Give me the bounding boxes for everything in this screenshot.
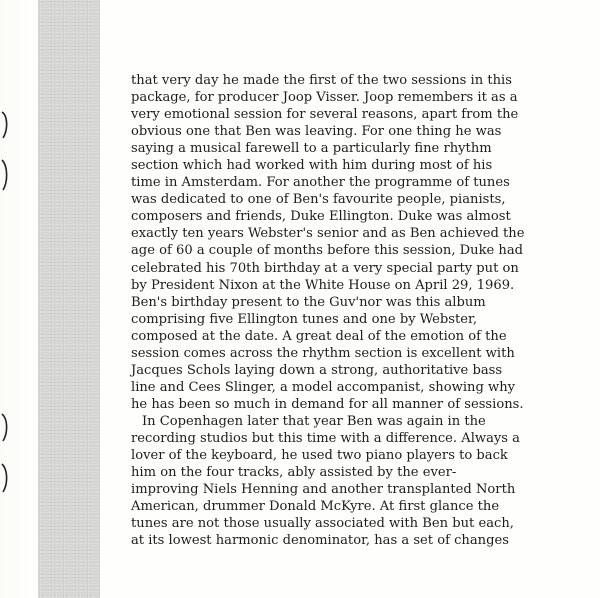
text-line: celebrated his 70th birthday at a very special party put on: [131, 260, 519, 276]
text-line: American, drummer Donald McKyre. At first glance the: [131, 499, 500, 515]
text-line: that very day he made the first of the two sessions in this: [131, 73, 512, 88]
text-line: exactly ten years Webster's senior and as Ben achieved the: [131, 226, 525, 242]
text-line: composed at the date. A great deal of the emotion of the: [131, 328, 507, 344]
text-line: very emotional session for several reasons, apart from the: [131, 107, 519, 123]
text-line: recording studios but this time with a difference. Always a: [131, 430, 520, 446]
text-line: him on the four tracks, ably assisted by the ever-: [131, 465, 457, 481]
text-line: session comes across the rhythm section is excellent with: [131, 345, 515, 361]
text-line: time in Amsterdam. For another the programme of tunes: [131, 175, 510, 191]
text-line: at its lowest harmonic denominator, has a set of changes: [131, 533, 509, 549]
decorative-gray-band: [38, 0, 100, 598]
text-line: composers and friends, Duke Ellington. Duke was almost: [131, 209, 511, 225]
article-body: [131, 72, 545, 549]
text-line: Ben's birthday present to the Guv'nor was this album: [131, 294, 486, 310]
text-line: improving Niels Henning and another transplanted North: [131, 482, 516, 498]
text-line: he has been so much in demand for all manner of sessions.: [131, 396, 524, 412]
text-line: obvious one that Ben was leaving. For one thing he was: [131, 124, 502, 140]
text-line: saying a musical farewell to a particularly fine rhythm: [131, 141, 492, 157]
text-line: lover of the keyboard, he used two piano players to back: [131, 448, 508, 464]
text-line: package, for producer Joop Visser. Joop remembers it as a: [131, 90, 518, 106]
text-line: Jacques Schols laying down a strong, authoritative bass: [131, 362, 503, 378]
text-line: section which had worked with him during most of his: [131, 158, 493, 174]
binding-staple-mark-bottom: [0, 410, 10, 500]
text-line: line and Cees Slinger, a model accompanist, showing why: [131, 379, 516, 395]
text-line: age of 60 a couple of months before this session, Duke had: [131, 243, 524, 259]
binding-staple-mark-top: [0, 108, 10, 198]
page-margin: [0, 0, 38, 598]
text-line: tunes are not those usually associated with Ben but each,: [131, 516, 514, 532]
text-line: comprising five Ellington tunes and one by Webster,: [131, 311, 478, 327]
text-line: In Copenhagen later that year Ben was again in the: [142, 413, 486, 429]
text-line: was dedicated to one of Ben's favourite people, pianists,: [131, 192, 506, 208]
text-line: by President Nixon at the White House on April 29, 1969.: [131, 277, 515, 293]
